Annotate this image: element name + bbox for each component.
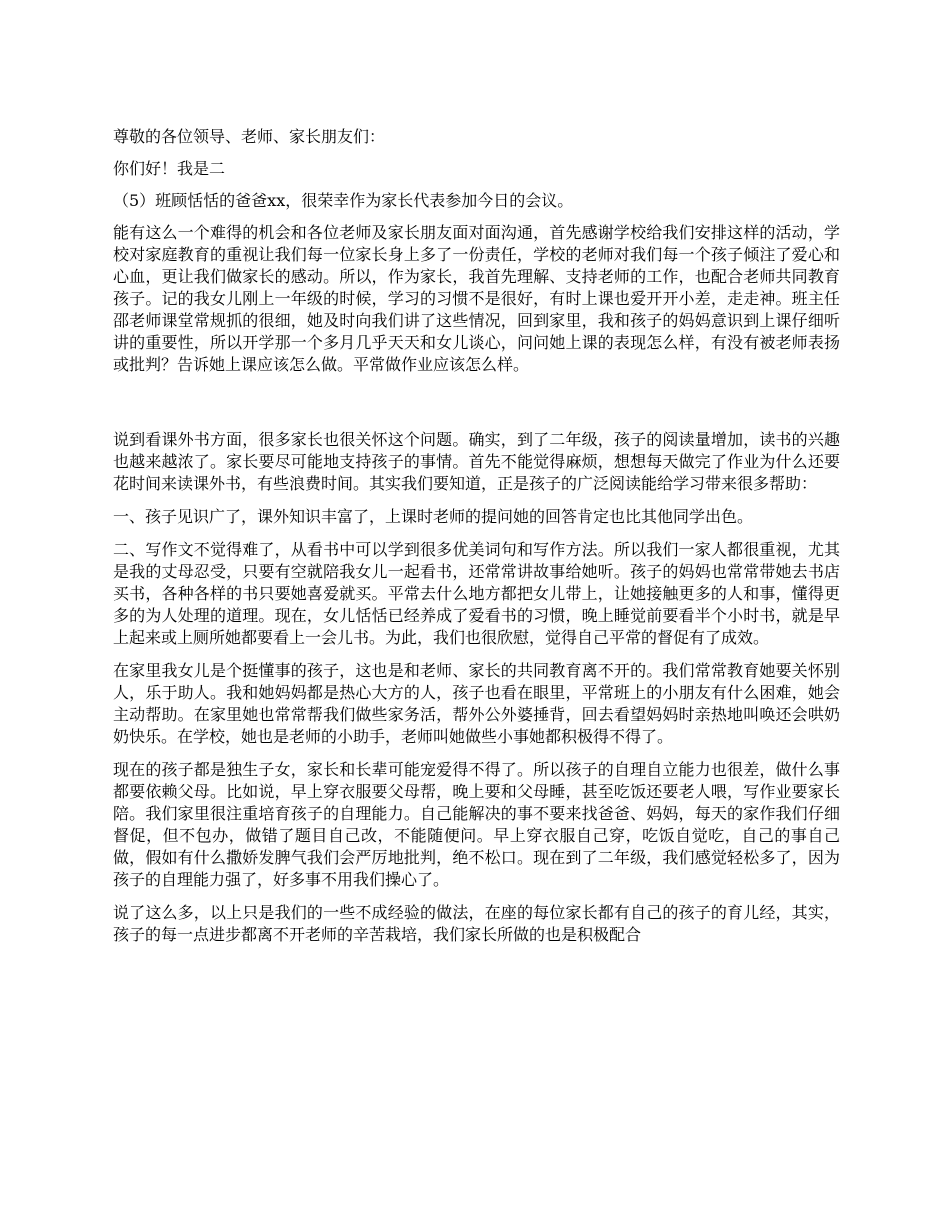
paragraph-self-reliance: 现在的孩子都是独生子女，家长和长辈可能宠爱得不得了。所以孩子的自理自立能力也很差，做什么事都要依赖父母。比如说，早上穿衣服要父母帮，晚上要和父母睡，甚至吃饭还要老人喂，写作业要家长陪。我们家里很注重培育孩子的自理能力。自己能解决的事不要来找爸爸、妈妈，每天的家作我们仔细督促，但不包办，做错了题目自己改，不能随便问。早上穿衣服自己穿，吃饭自觉吃，自己的事自己做，假如有什么撒娇发脾气我们会严厉地批判，绝不松口。现在到了二年级，我们感觉轻松多了，因为孩子的自理能力强了，好多事不用我们操心了。 <box>113 760 840 889</box>
paragraph-point-one: 一、孩子见识广了，课外知识丰富了，上课时老师的提问她的回答肯定也比其他同学出色。 <box>113 507 754 526</box>
self-introduction: （5）班顾恬恬的爸爸xx，很荣幸作为家长代表参加今日的会议。 <box>113 191 574 210</box>
paragraph-caring: 在家里我女儿是个挺懂事的孩子，这也是和老师、家长的共同教育离不开的。我们常常教育她要关怀别人，乐于助人。我和她妈妈都是热心大方的人，孩子也看在眼里，平常班上的小朋友有什么困难，她会主动帮助。在家里她也常常帮我们做些家务活，帮外公外婆捶背，回去看望妈妈时亲热地叫唤还会哄奶奶快乐。在学校，她也是老师的小助手，老师叫她做些小事她都积极得不得了。 <box>113 661 840 746</box>
document-page <box>113 126 840 957</box>
paragraph-reading: 说到看课外书方面，很多家长也很关怀这个问题。确实，到了二年级，孩子的阅读量增加，读书的兴趣也越来越浓了。家长要尽可能地支持孩子的事情。首先不能觉得麻烦，想想每天做完了作业为什么还要花时间来读课外书，有些浪费时间。其实我们要知道，正是孩子的广泛阅读能给学习带来很多帮助： <box>113 430 840 493</box>
paragraph-closing: 说了这么多，以上只是我们的一些不成经验的做法，在座的每位家长都有自己的孩子的育儿经，其实，孩子的每一点进步都离不开老师的辛苦栽培，我们家长所做的也是积极配合 <box>113 903 840 944</box>
paragraph-thanks: 能有这么一个难得的机会和各位老师及家长朋友面对面沟通，首先感谢学校给我们安排这样的活动，学校对家庭教育的重视让我们每一位家长身上多了一份责任，学校的老师对我们每一个孩子倾注了爱心和心血，更让我们做家长的感动。所以，作为家长，我首先理解、支持老师的工作，也配合老师共同教育孩子。记的我女儿刚上一年级的时候，学习的习惯不是很好，有时上课也爱开开小差，走走神。班主任邵老师课堂常规抓的很细，她及时向我们讲了这些情况，回到家里，我和孩子的妈妈意识到上课仔细听讲的重要性，所以开学那一个多月几乎天天和女儿谈心，问问她上课的表现怎么样，有没有被老师表扬或批判？告诉她上课应该怎么做。平常做作业应该怎么样。 <box>113 223 840 374</box>
salutation: 尊敬的各位领导、老师、家长朋友们： <box>113 127 386 146</box>
section-gap <box>113 387 840 429</box>
greeting: 你们好！我是二 <box>113 159 226 178</box>
paragraph-point-two: 二、写作文不觉得难了，从看书中可以学到很多优美词句和写作方法。所以我们一家人都很重视，尤其是我的丈母忍受，只要有空就陪我女儿一起看书，还常常讲故事给她听。孩子的妈妈也常常带她去书店买书，各种各样的书只要她喜爱就买。平常去什么地方都把女儿带上，让她接触更多的人和事，懂得更多的为人处理的道理。现在，女儿恬恬已经养成了爱看书的习惯，晚上睡觉前要看半个小时书，就是早上起来或上厕所她都要看上一会儿书。为此，我们也很欣慰，觉得自己平常的督促有了成效。 <box>113 540 840 647</box>
